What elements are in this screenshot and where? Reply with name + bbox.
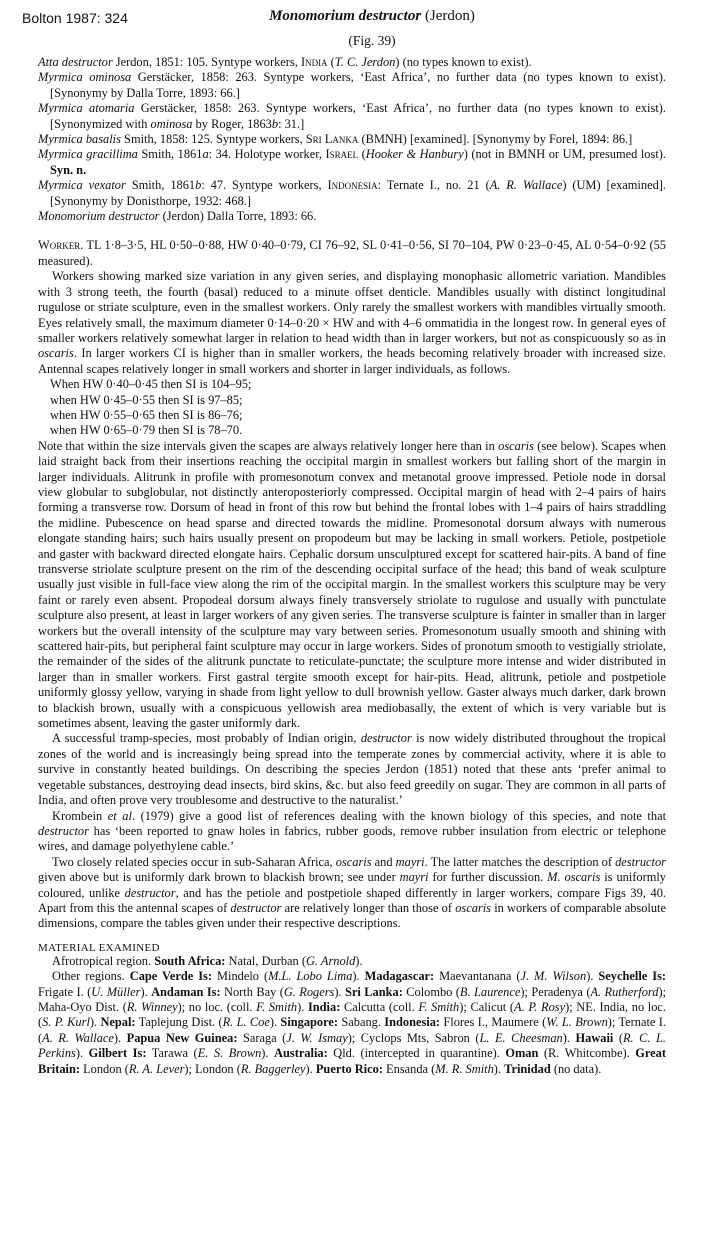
- worker-description: [38, 238, 666, 931]
- synonymy-entry: Myrmica vexator Smith, 1861b: 47. Syntype workers, Indonesia: Ternate I., no. 21 (A. R. Wallace) (UM) [examined]. [Synonymy by Donisthorpe, 1932: 468.]: [38, 178, 666, 208]
- page-reference: Bolton 1987: 324: [22, 10, 128, 26]
- material-heading: MATERIAL EXAMINED: [38, 941, 160, 954]
- species-heading: [38, 8, 666, 25]
- synonymy-entry: Myrmica basalis Smith, 1858: 125. Syntype workers, Sri Lanka (BMNH) [examined]. [Synonymy by Forel, 1894: 86.]: [38, 132, 633, 147]
- synonymy-entry: Myrmica atomaria Gerstäcker, 1858: 263. Syntype workers, ‘East Africa’, no further data (no types known to exist). [Synonymized with ominosa by Roger, 1863b: 31.]: [38, 101, 666, 131]
- worker-measurements: Worker. TL 1·8–3·5, HL 0·50–0·88, HW 0·40–0·79, CI 76–92, SL 0·41–0·56, SI 70–104, PW 0·23–0·45, AL 0·54–0·92 (55 measured).: [38, 238, 666, 268]
- material-afrotropical: Afrotropical region. South Africa: Natal, Durban (G. Arnold).: [52, 953, 363, 968]
- document-page: [22, 8, 667, 1077]
- synonymy-entry: Myrmica ominosa Gerstäcker, 1858: 263. Syntype workers, ‘East Africa’, no further data (no types known to exist). [Synonymy by Dalla Torre, 1893: 66.]: [38, 70, 666, 100]
- distribution-paragraph: A successful tramp-species, most probably of Indian origin, destructor is now widely distributed throughout the tropical zones of the world and is increasingly being spread into the temperate zones by commercial activity, where it is able to survive in constantly heated buildings. On describing the species Jerdon (1851) noted that these ants ‘prefer animal to vegetable substances, destroying dead insects, bird skins, &c. but also feed greedily on sugar. They are common in all parts of India, and often prove very troublesome and destructive to the naturalist.’: [38, 731, 666, 808]
- species-author: (Jerdon): [424, 8, 475, 24]
- synonymy-entry: Monomorium destructor (Jerdon) Dalla Torre, 1893: 66.: [38, 209, 317, 224]
- synonymy-entry: Myrmica gracillima Smith, 1861a: 34. Holotype worker, Israel (Hooker & Hanbury) (not in BMNH or UM, presumed lost). Syn. n.: [38, 147, 666, 177]
- hw-si-line: When HW 0·40–0·45 then SI is 104–95;: [50, 377, 252, 392]
- page-header: [22, 8, 666, 30]
- hw-si-line: when HW 0·65–0·79 then SI is 78–70.: [50, 423, 243, 438]
- species-name: Monomorium destructor: [269, 8, 422, 24]
- worker-paragraph: Note that within the size intervals given the scapes are always relatively longer here than in oscaris (see below). Scapes when laid straight back from their insertions reaching the occipital margin in smallest workers but falling short of the margin in larger individuals. Alitrunk in profile with promesonotum convex and metanotal groove impressed. Petiole node in dorsal view globular to subglobular, not distinctly anteroposteriorly compressed. Occipital margin of head with 2–4 pairs of hairs forming a transverse row. Dorsum of head in front of this row but behind the frontal lobes with 1–4 pairs of hairs straddling the midline. Pubescence on head sparse and directed towards the midline. Promesonotal dorsum always with numerous elongate standing hairs; such hairs usually present on propodeum but may be lacking in small workers. Petiole, postpetiole and gaster with backward directed elongate hairs. Cephalic dorsum unsculptured except for scattered hair-pits. A band of fine transverse striolate sculpture present on the rim of the descending occipital surface of the head; this band of weak sculpture usually just visible in full-face view along the rim of the occipital margin. In the smallest workers this sculpture may be very faint or rarely even absent. Propodeal dorsum always finely transversely striolate to rugulose and usually with punctulate sculpture also present, at least in larger workers of any given series. The transverse sculpture is fainter in smaller than in larger workers but the overall intensity of the sculpture may vary between series. Promesonotum usually smooth and shining with scattered hair-pits, but peripheral faint sculpture may occur in large workers. Sides of pronotum smooth to vestigially striolate, the remainder of the sides of the alitrunk punctate to reticulate-punctate; the sculpture more intense and wider distributed in larger than in smaller workers. First gastral tergite smooth except for hair-pits. Head, alitrunk, petiole and postpetiole uniformly glossy yellow, varying in shade from light yellow to dull brownish yellow. Gaster always much darker, dark brown to blackish brown, usually with a conspicuous yellowish area mediobasally, the extent of which is very variable but is sometimes absent, leaving the gaster uniformly dark.: [38, 438, 666, 731]
- synonymy-entry: Atta destructor Jerdon, 1851: 105. Syntype workers, India (T. C. Jerdon) (no types known to exist).: [38, 55, 532, 69]
- figure-reference: (Fig. 39): [348, 33, 396, 48]
- biology-paragraph: Krombein et al. (1979) give a good list of references dealing with the known biology of this species, and note that destructor has ‘been reported to gnaw holes in fabrics, rubber goods, remove rubber insulation from electric or telephone wires, and damage polyethylene cable.’: [38, 808, 667, 854]
- hw-si-line: when HW 0·45–0·55 then SI is 97–85;: [50, 392, 243, 407]
- material-other-regions: Other regions. Cape Verde Is: Mindelo (M.L. Lobo Lima). Madagascar: Maevantanana (J. M. Wilson). Seychelle Is: Frigate I. (U. Müller). Andaman Is: North Bay (G. Rogers). Sri Lanka: Colombo (B. Laurence); Peradenya (A. Rutherford); Maha-Oyo Dist. (R. Winney); no loc. (coll. F. Smith). India: Calcutta (coll. F. Smith); Calicut (A. P. Rosy); NE. India, no loc. (S. P. Kurl). Nepal: Taplejung Dist. (R. L. Coe). Singapore: Sabang. Indonesia: Flores I., Maumere (W. L. Brown); Ternate I. (A. R. Wallace). Papua New Guinea: Saraga (J. W. Ismay); Cyclops Mts, Sabron (L. E. Cheesman). Hawaii (R. C. L. Perkins). Gilbert Is: Tarawa (E. S. Brown). Australia: Qld. (intercepted in quarantine). Oman (R. Whitcombe). Great Britain: London (R. A. Lever); London (R. Baggerley). Puerto Rico: Ensanda (M. R. Smith). Trinidad (no data).: [38, 969, 667, 1076]
- related-species-paragraph: Two closely related species occur in sub-Saharan Africa, oscaris and mayri. The latter matches the description of destructor given above but is uniformly dark brown to blackish brown; see under mayri for further discussion. M. oscaris is uniformly coloured, unlike destructor, and has the petiole and postpetiole shaped differently in larger workers, compare Figs 39, 40. Apart from this the antennal scapes of destructor are relatively longer than those of oscaris in workers of comparable absolute dimensions, compare the tables given under their respective descriptions.: [38, 854, 667, 931]
- worker-paragraph: Workers showing marked size variation in any given series, and displaying monophasic allometric variation. Mandibles with 3 strong teeth, the fourth (basal) reduced to a minute offset denticle. Mandibles usually with distinct longitudinal rugulose or striate sculpture, even in the smallest workers. Only rarely the smallest workers with mandibles virtually smooth. Eyes relatively small, the maximum diameter 0·14–0·20 × HW and with 4–6 ommatidia in the longest row. In general eyes of smaller workers relatively somewhat larger in relation to head width than in larger workers, but not as conspicuously so as in oscaris. In larger workers CI is higher than in smaller workers, the heads becoming relatively broader with increased size. Antennal scapes relatively longer in small workers and shorter in larger individuals, as follows.: [38, 269, 666, 376]
- synonymy-list: [38, 55, 666, 224]
- hw-si-line: when HW 0·55–0·65 then SI is 86–76;: [50, 407, 243, 422]
